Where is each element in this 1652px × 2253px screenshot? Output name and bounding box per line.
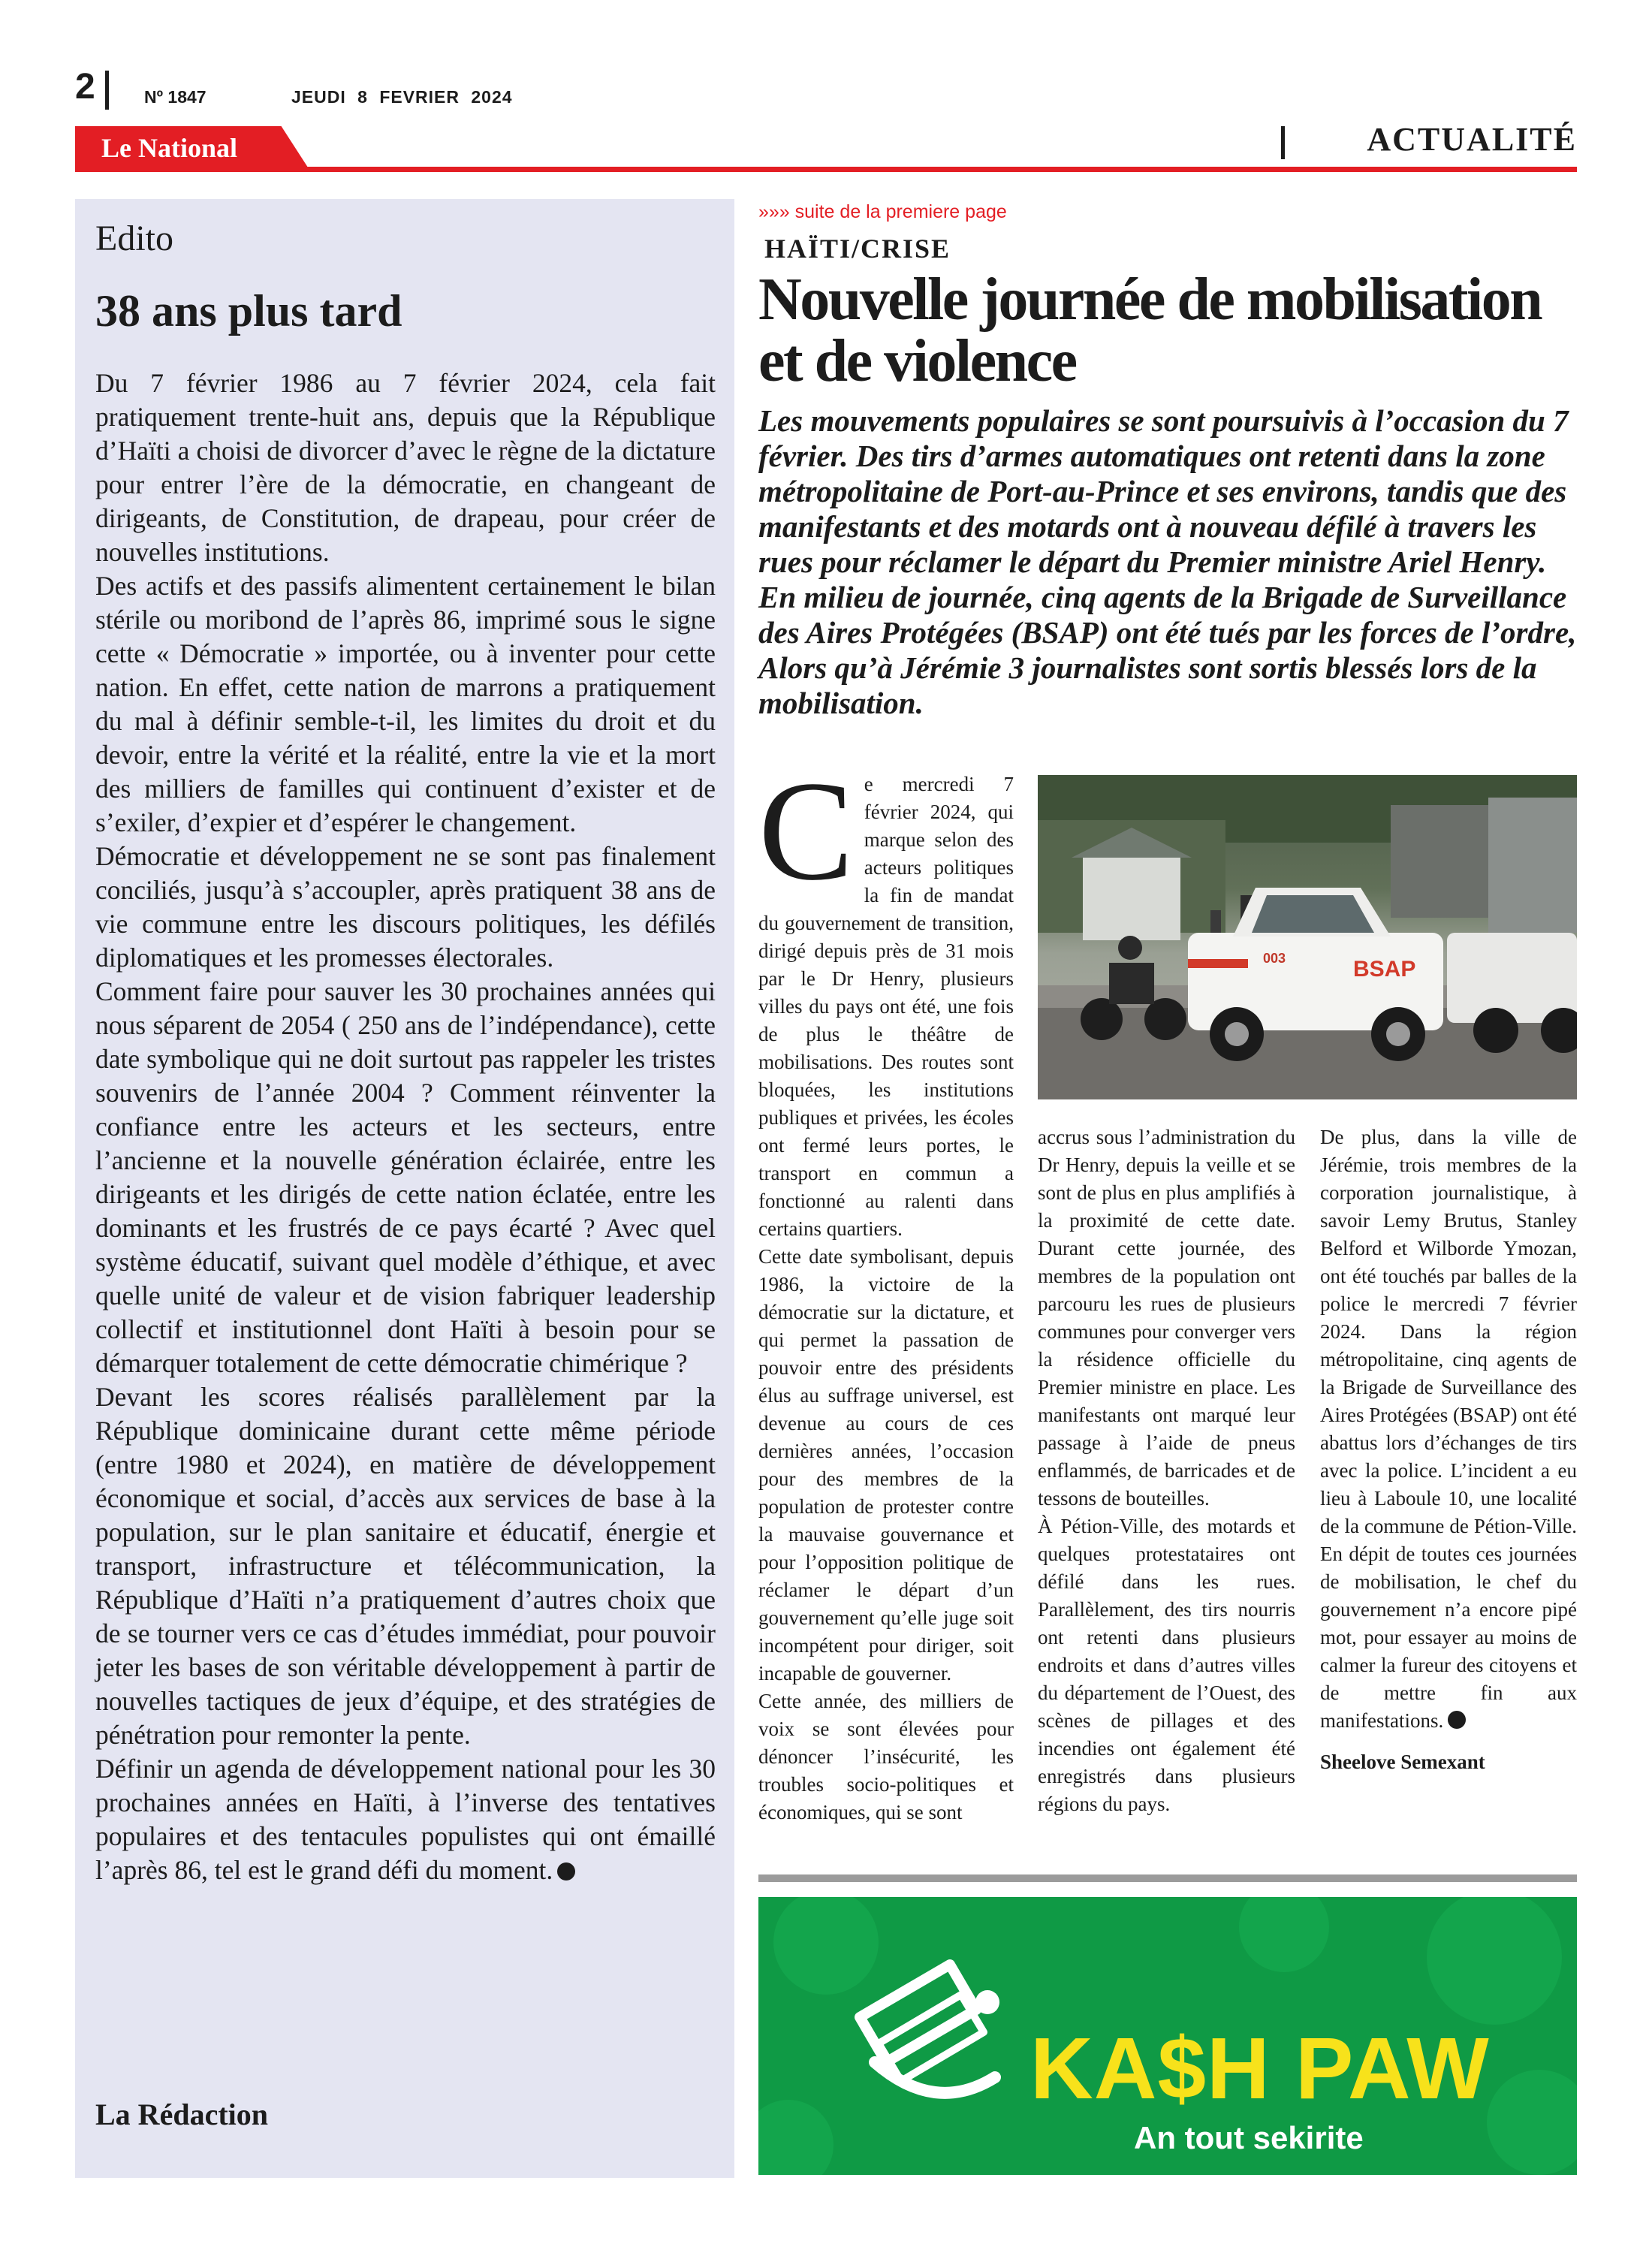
article-paragraph: Cette année, des milliers de voix se sont élevées pour dénoncer l’insécurité, les troubles socio-politiques et économiques, qui se sont	[758, 1690, 1014, 1823]
money-hand-icon	[845, 1950, 1032, 2115]
truck-number: 003	[1263, 951, 1286, 966]
issue-date: JEUDI 8 FEVRIER 2024	[291, 87, 513, 107]
continued-note: »»» suite de la premiere page	[758, 201, 1007, 222]
editorial-paragraph: Comment faire pour sauver les 30 prochaines années qui nous séparent de 2054 ( 250 ans de l’indépendance), cette date symbolique qui ne doit surtout pas rappeler les tristes souvenirs de l’année 2004 ? Comment réinventer la confiance entre les acteurs et les secteurs, entre l’ancienne et la nouvelle génération éclairée, entre les dirigeants et les dirigés de cette nation éclatée, entre les dominants et les frustrés de ce pays écarté ? Avec quel système éducatif, suivant quel modèle d’éthique, et avec quelle unité de valeur et de vision fabriquer leadership collectif et institutionnel dont Haïti à besoin pour se démarquer totalement de cette démocratie chimérique ?	[95, 976, 716, 1378]
article-paragraph: e mercredi 7 février 2024, qui marque selon des acteurs politiques la fin de mandat du gouvernement de transition, dirigé depuis près de 31 mois par le Dr Henry, plusieurs villes du pays ont été, une fois de plus le théâtre de mobilisations. Des routes sont bloquées, les institutions publiques et privées, les écoles ont fermé leurs portes, le transport en commun a fonctionné au ralenti dans certains quartiers.	[758, 773, 1014, 1240]
brand-name: Le National	[101, 133, 238, 163]
article-paragraph-text: De plus, dans la ville de Jérémie, trois membres de la corporation journalistique, à savoir Lemy Brutus, Stanley Belford et Wilborde Ymozan, ont été touchés par balles de la police le mercredi 7 février 2024. Dans la région métropolitaine, cinq agents de la Brigade de Surveillance des Aires Protégées (BSAP) ont été abattus lors d’échanges de tirs avec la police. L’incident a eu lieu à Laboule 10, une localité de la commune de Pétion-Ville. En dépit de toutes ces journées de mobilisation, le chef du gouvernement n’a encore pipé mot, pour essayer au moins de calmer la fureur des citoyens et de mettre fin aux manifestations.	[1320, 1126, 1577, 1732]
ad-divider	[758, 1874, 1577, 1882]
drop-cap: C	[758, 753, 854, 910]
article-column-1	[758, 753, 1014, 1826]
editorial-title: 38 ans plus tard	[95, 286, 402, 336]
editorial-body	[95, 366, 716, 1887]
article-lead: Les mouvements populaires se sont poursuivis à l’occasion du 7 février. Des tirs d’armes automatiques ont retenti dans la zone métropolitaine de Port-au-Prince et ses environs, tandis que des manifestants et des motards ont à nouveau défilé à travers les rues pour réclamer le départ du Premier ministre Ariel Henry. En milieu de journée, cinq agents de la Brigade de Surveillance des Aires Protégées (BSAP) ont été tués par les forces de l’ordre, Alors qu’à Jérémie 3 journalistes sont sortis blessés lors de la mobilisation.	[758, 403, 1577, 720]
editorial-paragraph: Du 7 février 1986 au 7 février 2024, cela fait pratiquement trente-huit ans, depuis que la République d’Haïti a choisi de divorcer d’avec le règne de la dictature pour entrer l’ère de la démocratie, en changeant de dirigeants, de Constitution, de drapeau, pour créer de nouvelles institutions.	[95, 368, 716, 567]
page-number: 2	[75, 67, 95, 107]
editorial-signature: La Rédaction	[95, 2098, 268, 2131]
header-rule	[75, 167, 1577, 172]
article-paragraph: À Pétion-Ville, des motards et quelques protestataires ont défilé dans les rues. Parallèlement, des tirs nourris ont retenti dans plusieurs endroits et dans d’autres villes du département de l’Ouest, des scènes de pillages et des incendies ont également été enregistrés dans plusieurs régions du pays.	[1038, 1515, 1295, 1815]
article-column-2	[1038, 1123, 1295, 1818]
ad-brand-name: KA$H PAW	[1030, 2019, 1490, 2117]
end-mark-icon	[1448, 1711, 1466, 1729]
bsap-truck-photo	[1038, 775, 1577, 1099]
editorial-paragraph-last	[95, 1752, 716, 1887]
article-byline: Sheelove Semexant	[1320, 1751, 1485, 1773]
editorial-paragraph-text: Définir un agenda de développement national pour les 30 prochaines années en Haïti, à l’inverse des tentatives populaires et des tentacules populistes qui ont émaillé l’après 86, tel est le grand défi du moment.	[95, 1754, 716, 1885]
ad-tagline: An tout sekirite	[1134, 2120, 1364, 2155]
editorial-paragraph: Devant les scores réalisés parallèlement par la République dominicaine durant cette même période (entre 1980 et 2024), en matière de développement économique et social, d’accès aux services de base à la population, sur le plan sanitaire et éducatif, énergie et transport, infrastructure et télécommunication, la République d’Haïti n’a pratiquement d’autres choix que de se tourner vers ce cas d’études immédiat, pour pouvoir jeter les bases de son véritable développement à partir de nouvelles tactiques de jeux d’équipe, et des stratégies de pénétration pour remonter la pente.	[95, 1382, 716, 1750]
truck-label: BSAP	[1353, 957, 1416, 982]
editorial-paragraph: Des actifs et des passifs alimentent certainement le bilan stérile ou moribond de l’après 86, imprimé sous le signe cette « Démocratie » importée, ou à inventer pour cette nation. En effet, cette nation de marrons a pratiquement du mal à définir semble-t-il, les limites du droit et du devoir, entre la vérité et la réalité, entre la vie et la mort des milliers de familles qui continuent d’exister et de s’exiler, d’expier et d’espérer le changement.	[95, 571, 716, 837]
end-mark-icon	[557, 1862, 575, 1881]
article-column-3	[1320, 1123, 1577, 1776]
kash-paw-ad[interactable]	[758, 1897, 1577, 2175]
issue-number: Nº 1847	[144, 87, 206, 107]
section-divider	[1281, 126, 1285, 159]
section-title: ACTUALITÉ	[1367, 121, 1577, 158]
article-paragraph: Cette date symbolisant, depuis 1986, la victoire de la démocratie sur la dictature, et qui permet la passation de pouvoir entre des présidents élus au suffrage universel, est devenue au cours de ces dernières années, l’occasion pour des membres de la population de protester contre la mauvaise gouvernance et pour l’opposition politique de réclamer le départ d’un gouvernement qu’elle juge soit incompétent pour diriger, soit incapable de gouverner.	[758, 1245, 1014, 1684]
editorial-paragraph: Démocratie et développement ne se sont pas finalement conciliés, jusqu’à s’accoupler, après pratiquent 38 ans de vie commune entre les discours politiques, les défilés diplomatiques et les promesses électorales.	[95, 841, 716, 973]
editorial-label: Edito	[95, 219, 173, 258]
article-kicker: HAÏTI/CRISE	[764, 234, 951, 264]
article-photo	[1038, 775, 1577, 1099]
article-headline: Nouvelle journée de mobilisation et de violence	[758, 267, 1542, 394]
article-paragraph: accrus sous l’administration du Dr Henry, depuis la veille et se sont de plus en plus amplifiés à la proximité de cette date. Durant cette journée, des membres de la population ont parcouru les rues de plusieurs communes pour converger vers la résidence officielle du Premier ministre en place. Les manifestants ont marqué leur passage à l’aide de pneus enflammés, de barricades et de tessons de bouteilles.	[1038, 1126, 1295, 1510]
page-number-divider	[105, 71, 109, 110]
article-paragraph-last	[1320, 1123, 1577, 1735]
